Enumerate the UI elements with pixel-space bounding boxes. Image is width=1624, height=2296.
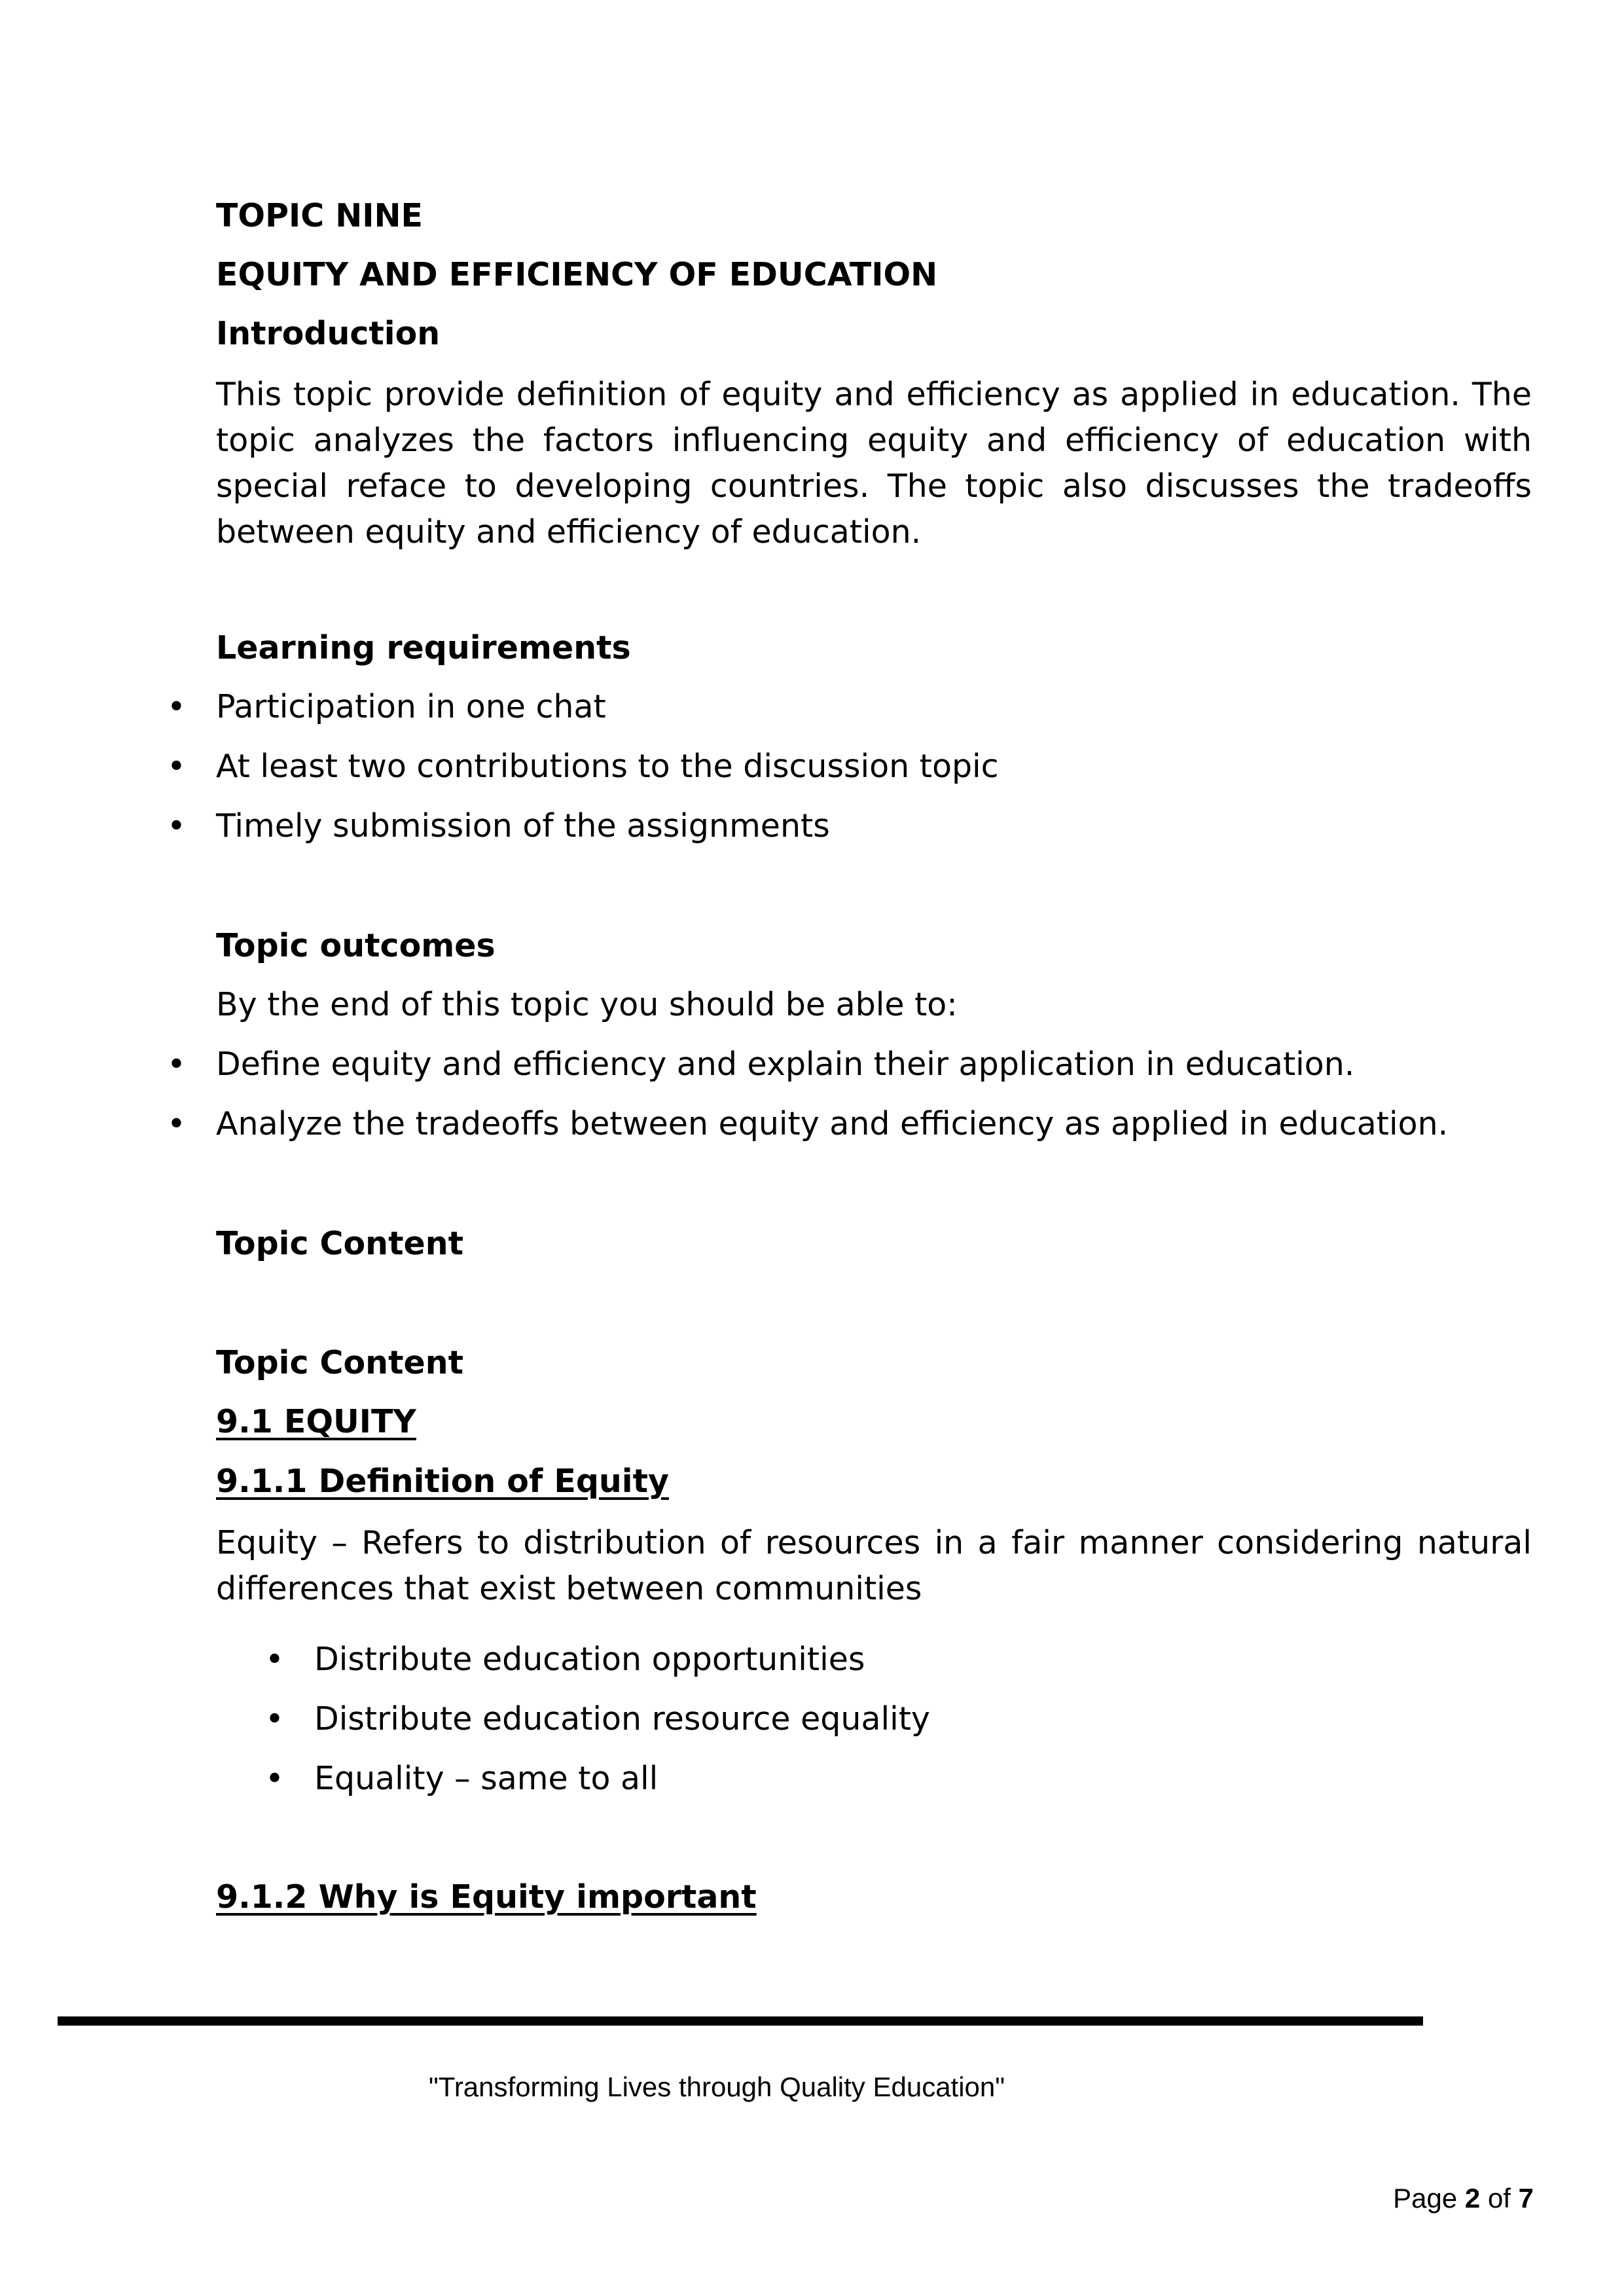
- topic-outcomes-lead: By the end of this topic you should be able to:: [216, 986, 958, 1023]
- footer-divider: [58, 2016, 1423, 2026]
- list-item-text: Equality – same to all: [314, 1760, 659, 1797]
- subsection-heading-importance: [216, 1874, 1532, 1920]
- topic-content-heading: Topic Content: [216, 1225, 464, 1262]
- learning-requirements-heading: Learning requirements: [216, 629, 631, 666]
- bullet-icon: •: [265, 1700, 284, 1738]
- list-item-text: At least two contributions to the discussion topic: [216, 748, 999, 785]
- topic-outcomes-heading: Topic outcomes: [216, 927, 496, 964]
- footer-motto: "Transforming Lives through Quality Education": [428, 2071, 1005, 2102]
- list-item-text: Distribute education opportunities: [314, 1641, 865, 1678]
- topic-number: TOPIC NINE: [216, 197, 423, 234]
- bullet-icon: •: [167, 1046, 186, 1083]
- bullet-icon: •: [167, 807, 186, 845]
- list-item-text: Define equity and efficiency and explain their application in education.: [216, 1046, 1355, 1083]
- bullet-icon: •: [167, 1105, 186, 1142]
- equity-definition: Equity – Refers to distribution of resources in a fair manner considering natural differences that exist between communities: [216, 1524, 1532, 1607]
- list-item-text: Distribute education resource equality: [314, 1700, 930, 1738]
- subsection-heading-definition-text: 9.1.1 Definition of Equity: [216, 1463, 669, 1500]
- list-item-text: Analyze the tradeoffs between equity and efficiency as applied in education.: [216, 1105, 1449, 1142]
- subsection-heading-definition: [216, 1459, 1532, 1504]
- topic-title: EQUITY AND EFFICIENCY OF EDUCATION: [216, 256, 938, 293]
- subsection-heading-importance-text: 9.1.2 Why is Equity important: [216, 1878, 757, 1916]
- list-item-text: Participation in one chat: [216, 688, 606, 725]
- topic-content-heading-repeat: Topic Content: [216, 1344, 464, 1381]
- page-number-total: 7: [1518, 2183, 1534, 2214]
- section-heading: [216, 1399, 1532, 1445]
- bullet-icon: •: [167, 748, 186, 785]
- page-number-current: 2: [1464, 2183, 1481, 2214]
- page-number-prefix: Page: [1393, 2183, 1458, 2214]
- introduction-heading: Introduction: [216, 315, 441, 352]
- bullet-icon: •: [167, 688, 186, 725]
- bullet-icon: •: [265, 1641, 284, 1678]
- bullet-icon: •: [265, 1760, 284, 1797]
- page-number: [1393, 2179, 1534, 2218]
- introduction-paragraph: This topic provide definition of equity and efficiency as applied in education. The topic analyzes the factors influencing equity and efficiency of education with special reface to developing countries. The topic also discusses the tradeoffs between equity and efficiency of education.: [216, 376, 1532, 551]
- list-item-text: Timely submission of the assignments: [216, 807, 830, 845]
- page-number-of: of: [1487, 2183, 1511, 2214]
- section-heading-text: 9.1 EQUITY: [216, 1403, 416, 1440]
